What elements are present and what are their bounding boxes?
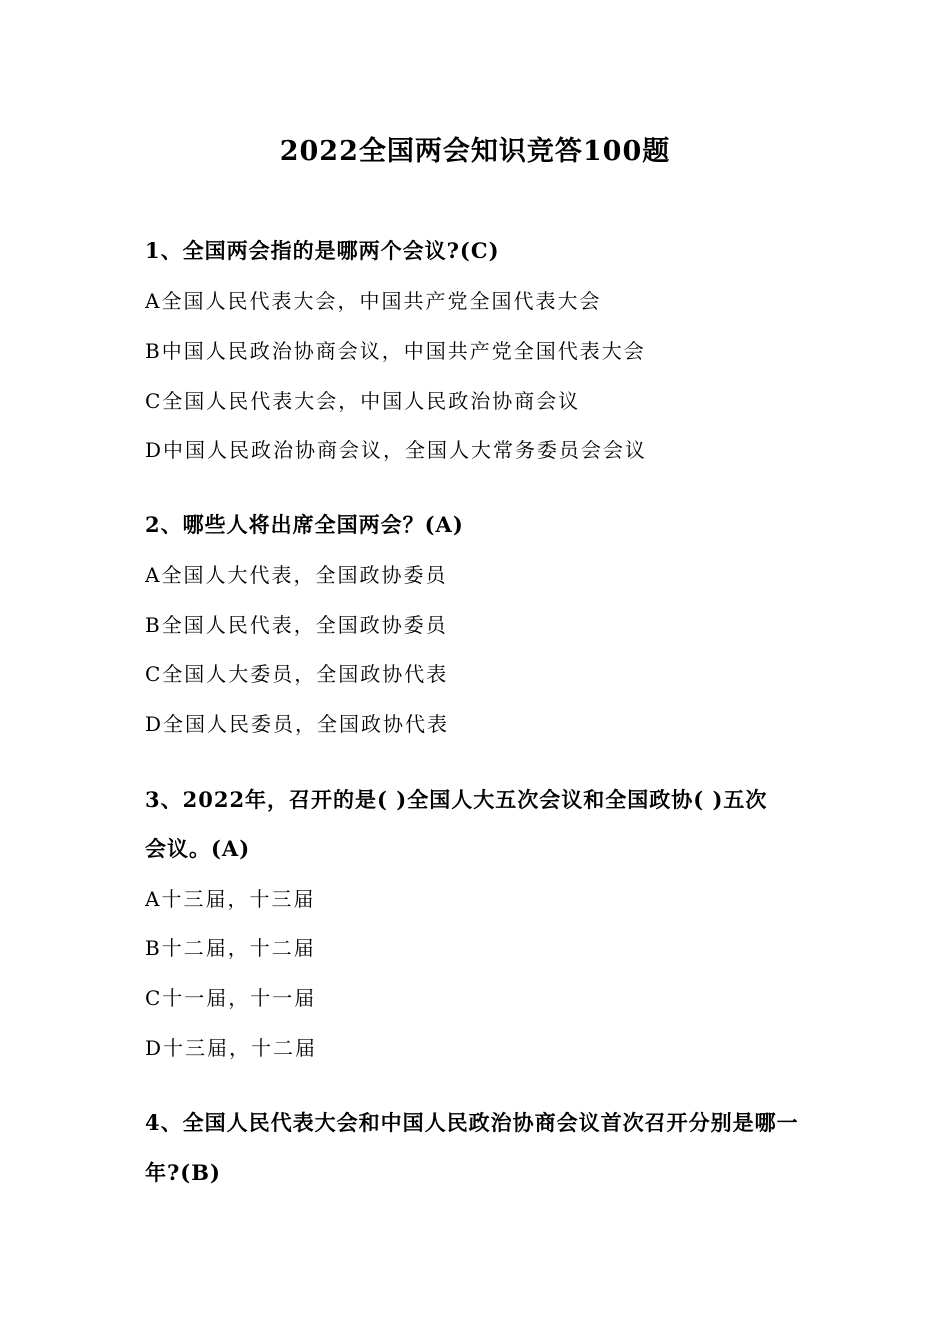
question-2-option-a: A全国人大代表，全国政协委员 [145, 563, 448, 587]
question-1-option-a: A全国人民代表大会，中国共产党全国代表大会 [145, 289, 602, 313]
question-1-option-d: D中国人民政治协商会议，全国人大常务委员会会议 [145, 438, 648, 462]
question-2-option-b: B全国人民代表，全国政协委员 [145, 613, 448, 637]
question-4-text-line-2: 年?(B) [145, 1160, 221, 1185]
question-3-text-line-2: 会议。(A) [145, 836, 251, 861]
question-2-option-d: D全国人民委员，全国政协代表 [145, 712, 450, 736]
question-1-option-c: C全国人民代表大会，中国人民政治协商会议 [145, 389, 581, 413]
document-title: 2022全国两会知识竞答100题 [279, 136, 671, 167]
question-3-option-d: D十三届，十二届 [145, 1036, 318, 1060]
question-3-text-line-1: 3、2022年，召开的是( )全国人大五次会议和全国政协( )五次 [145, 787, 768, 812]
question-1-option-b: B中国人民政治协商会议，中国共产党全国代表大会 [145, 339, 646, 363]
question-3-option-a: A十三届，十三届 [145, 887, 316, 911]
question-3-option-b: B十二届，十二届 [145, 936, 316, 960]
question-2-option-c: C全国人大委员，全国政协代表 [145, 662, 449, 686]
question-2-text: 2、哪些人将出席全国两会？(A) [145, 512, 464, 537]
question-1-text: 1、全国两会指的是哪两个会议?(C) [145, 238, 500, 263]
question-3-option-c: C十一届，十一届 [145, 986, 317, 1010]
question-4-text-line-1: 4、全国人民代表大会和中国人民政治协商会议首次召开分别是哪一 [145, 1110, 799, 1135]
